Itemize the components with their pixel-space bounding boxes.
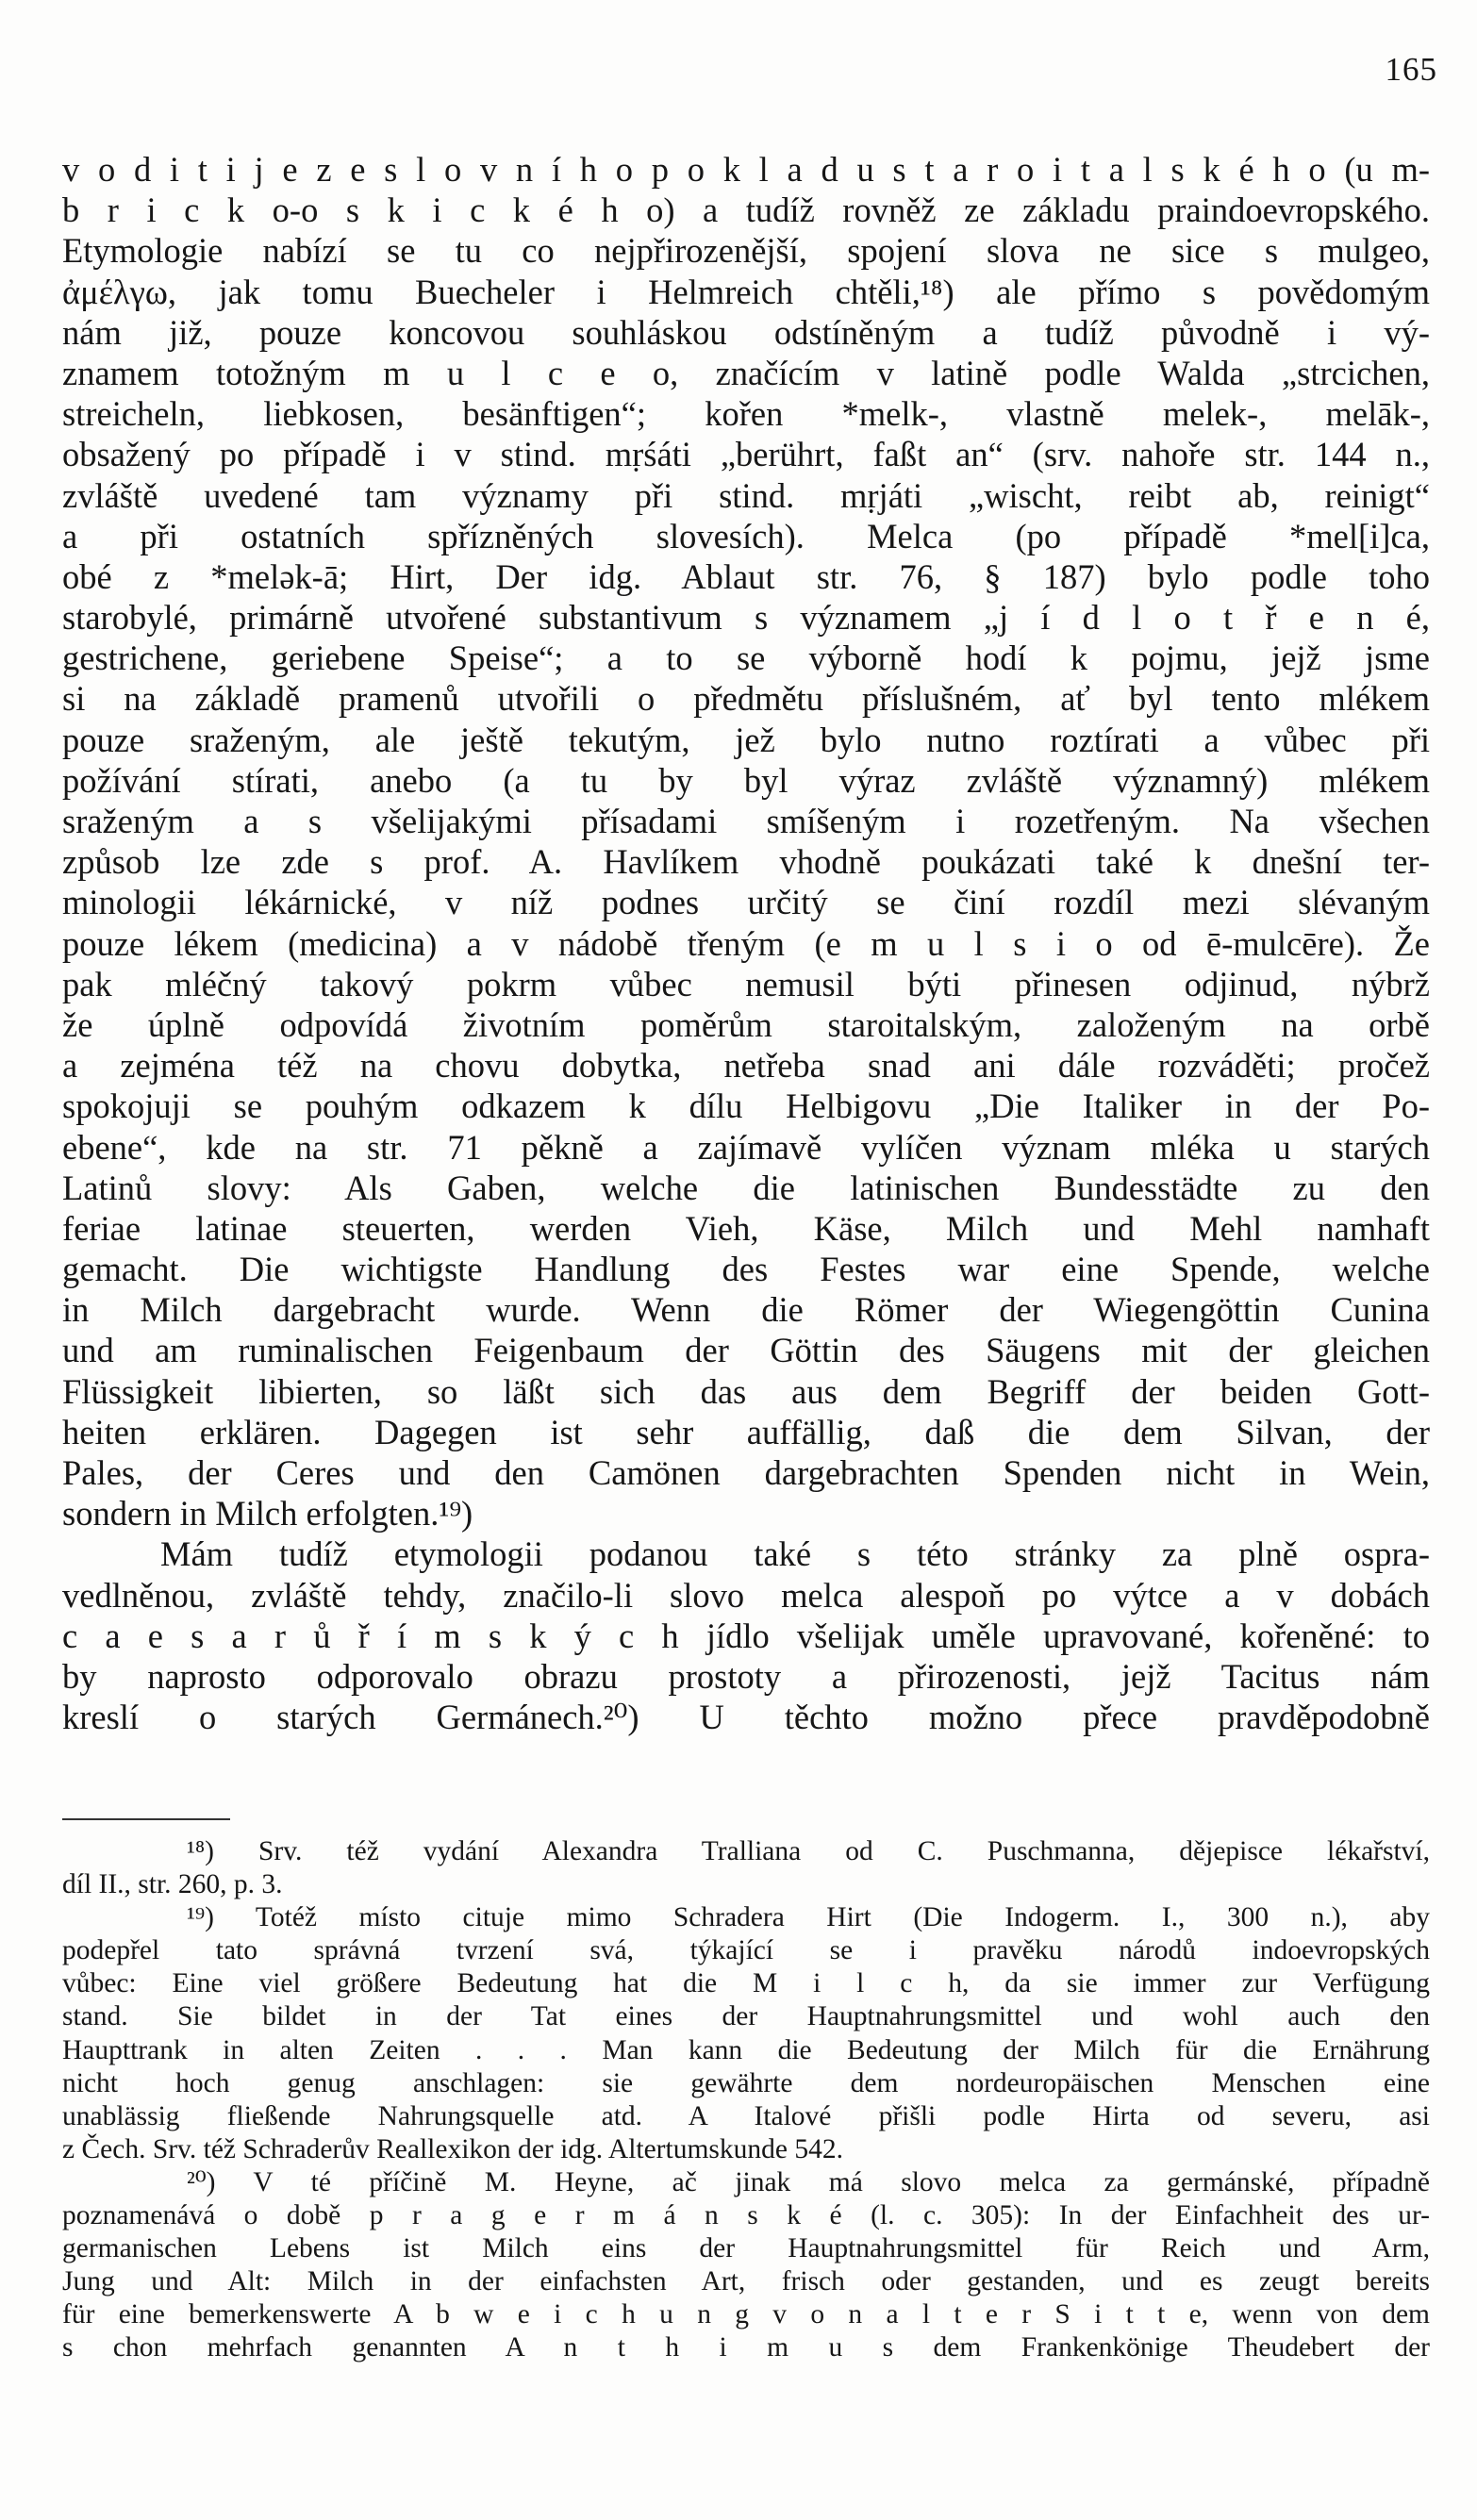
text-line: požívání stírati, anebo (a tu by byl výraz zvláště významný) mlékem [62, 760, 1430, 800]
text-line: zvláště uvedené tam významy při stind. mṛjáti „wischt, reibt ab, reinigt“ [62, 475, 1430, 515]
text-line: c a e s a r ů ř í m s k ý c h jídlo všelijak uměle upravované, kořeněné: to [62, 1616, 1430, 1655]
text-line: Pales, der Ceres und den Camönen dargebrachten Spenden nicht in Wein, [62, 1453, 1430, 1492]
footnote-line: ¹⁹) Totéž místo cituje mimo Schradera Hirt (Die Indogerm. I., 300 n.), aby [187, 1902, 1430, 1933]
text-line: by naprosto odporovalo obrazu prostoty a přirozenosti, jejž Tacitus nám [62, 1656, 1430, 1696]
footnote-line: für eine bemerkenswerte A b w e i c h u n g v o n a l t e r S i t t e, wenn von dem [62, 2299, 1430, 2330]
text-line: und am ruminalischen Feigenbaum der Göttin des Säugens mit der gleichen [62, 1331, 1430, 1370]
text-line: b r i c k o-o s k i c k é h o) a tudíž rovněž ze základu praindoevropského. [62, 191, 1430, 230]
text-line: si na základě pramenů utvořili o předmětu příslušném, ať byl tento mlékem [62, 679, 1430, 719]
text-line: v o d i t i j e z e s l o v n í h o p o k l a d u s t a r o i t a l s k é h o (u m- [62, 150, 1430, 189]
footnote-line: germanischen Lebens ist Milch eins der Hauptnahrungsmittel für Reich und Arm, [62, 2233, 1430, 2264]
text-line: a při ostatních spřízněných slovesích). Melca (po případě *mel[i]ca, [62, 516, 1430, 555]
text-line: sraženým a s všelijakými přísadami smíšeným i rozetřeným. Na všechen [62, 802, 1430, 840]
text-line: nám již, pouze koncovou souhláskou odstíněným a tudíž původně i vý- [62, 312, 1430, 352]
text-line: Mám tudíž etymologii podanou také s této stránky za plně ospra- [160, 1534, 1430, 1574]
text-line: Latinů slovy: Als Gaben, welche die latinischen Bundesstädte zu den [62, 1168, 1430, 1207]
footnote-line: podepřel tato správná tvrzení svá, týkající se i pravěku národů indoevropských [62, 1935, 1430, 1966]
text-line: vedlněnou, zvláště tehdy, značilo-li slovo melca alespoň po výtce a v dobách [62, 1575, 1430, 1615]
text-line: heiten erklären. Dagegen ist sehr auffällig, daß die dem Silvan, der [62, 1412, 1430, 1451]
text-line: streicheln, liebkosen, besänftigen“; kořen *melk-, vlastně melek-, melāk-, [62, 394, 1430, 434]
text-line: Flüssigkeit libierten, so läßt sich das aus dem Begriff der beiden Gott- [62, 1371, 1430, 1411]
text-line: způsob lze zde s prof. A. Havlíkem vhodně poukázati také k dnešní ter- [62, 842, 1430, 882]
footnote-line: unablässig fließende Nahrungsquelle atd. A Italové přišli podle Hirta od severu, asi [62, 2100, 1430, 2131]
text-line: starobylé, primárně utvořené substantivum s významem „j í d l o t ř e n é, [62, 598, 1430, 638]
footnote-line: poznamenává o době p r a g e r m á n s k é (l. c. 305): In der Einfachheit des ur- [62, 2200, 1430, 2231]
text-line: sondern in Milch erfolgten.¹⁹) [62, 1494, 473, 1534]
footnote-line: stand. Sie bildet in der Tat eines der Hauptnahrungsmittel und wohl auch den [62, 2001, 1430, 2032]
text-line: kreslí o starých Germánech.²⁰) U těchto možno přece pravděpodobně [62, 1698, 1430, 1737]
footnote-line: vůbec: Eine viel größere Bedeutung hat die M i l c h, da sie immer zur Verfügung [62, 1968, 1430, 1999]
text-line: obé z *melək-ā; Hirt, Der idg. Ablaut str. 76, § 187) bylo podle toho [62, 556, 1430, 596]
footnote-line: ²⁰) V té příčině M. Heyne, ač jinak má slovo melca za germánské, případně [187, 2166, 1430, 2197]
text-line: Etymologie nabízí se tu co nejpřirozenější, spojení slova ne sice s mulgeo, [62, 231, 1430, 271]
text-line: a zejména též na chovu dobytka, netřeba snad ani dále rozváděti; pročež [62, 1046, 1430, 1086]
text-line: feriae latinae steuerten, werden Vieh, Käse, Milch und Mehl namhaft [62, 1208, 1430, 1248]
footnote-line: s chon mehrfach genannten A n t h i m u s dem Frankenkönige Theudebert der [62, 2332, 1430, 2363]
text-line: gemacht. Die wichtigste Handlung des Festes war eine Spende, welche [62, 1250, 1430, 1289]
text-line: ebene“, kde na str. 71 pěkně a zajímavě vylíčen význam mléka u starých [62, 1127, 1430, 1167]
text-line: ἀμέλγω, jak tomu Buecheler i Helmreich chtěli,¹⁸) ale přímo s povědomým [62, 272, 1430, 311]
footnote-divider [62, 1818, 230, 1820]
text-line: minologii lékárnické, v níž podnes určitý se činí rozdíl mezi slévaným [62, 883, 1430, 922]
text-line: že úplně odpovídá životním poměrům staroitalským, založeným na orbě [62, 1004, 1430, 1044]
text-line: gestrichene, geriebene Speise“; a to se výborně hodí k pojmu, jejž jsme [62, 638, 1430, 678]
text-line: pak mléčný takový pokrm vůbec nemusil býti přinesen odjinud, nýbrž [62, 964, 1430, 1003]
footnote-line: ¹⁸) Srv. též vydání Alexandra Tralliana od C. Puschmanna, dějepisce lékařství, [187, 1836, 1430, 1866]
footnote-line: Jung und Alt: Milch in der einfachsten Art, frisch oder gestanden, und es zeugt bereits [62, 2266, 1430, 2297]
footnote-line: nicht hoch genug anschlagen: sie gewährte dem nordeuropäischen Menschen eine [62, 2067, 1430, 2098]
footnote-line: díl II., str. 260, p. 3. [62, 1869, 283, 1900]
main-text [62, 149, 1430, 1737]
text-line: pouze lékem (medicina) a v nádobě třeným (e m u l s i o od ē-mulcēre). Že [62, 923, 1430, 963]
text-line: in Milch dargebracht wurde. Wenn die Römer der Wiegengöttin Cunina [62, 1290, 1430, 1330]
text-line: obsažený po případě i v stind. mṛśáti „berührt, faßt an“ (srv. nahoře str. 144 n., [62, 435, 1430, 474]
footnote-line: z Čech. Srv. též Schraderův Reallexikon der idg. Altertumskunde 542. [62, 2133, 843, 2164]
footnotes [62, 1835, 1430, 2365]
text-line: pouze sraženým, ale ještě tekutým, jež bylo nutno roztírati a vůbec při [62, 720, 1430, 759]
text-line: znamem totožným m u l c e o, značícím v latině podle Walda „strcichen, [62, 353, 1430, 392]
footnote-line: Haupttrank in alten Zeiten . . . Man kann die Bedeutung der Milch für die Ernährung [62, 2034, 1430, 2065]
text-line: spokojuji se pouhým odkazem k dílu Helbigovu „Die Italiker in der Po- [62, 1086, 1430, 1126]
page-number: 165 [1385, 51, 1437, 88]
